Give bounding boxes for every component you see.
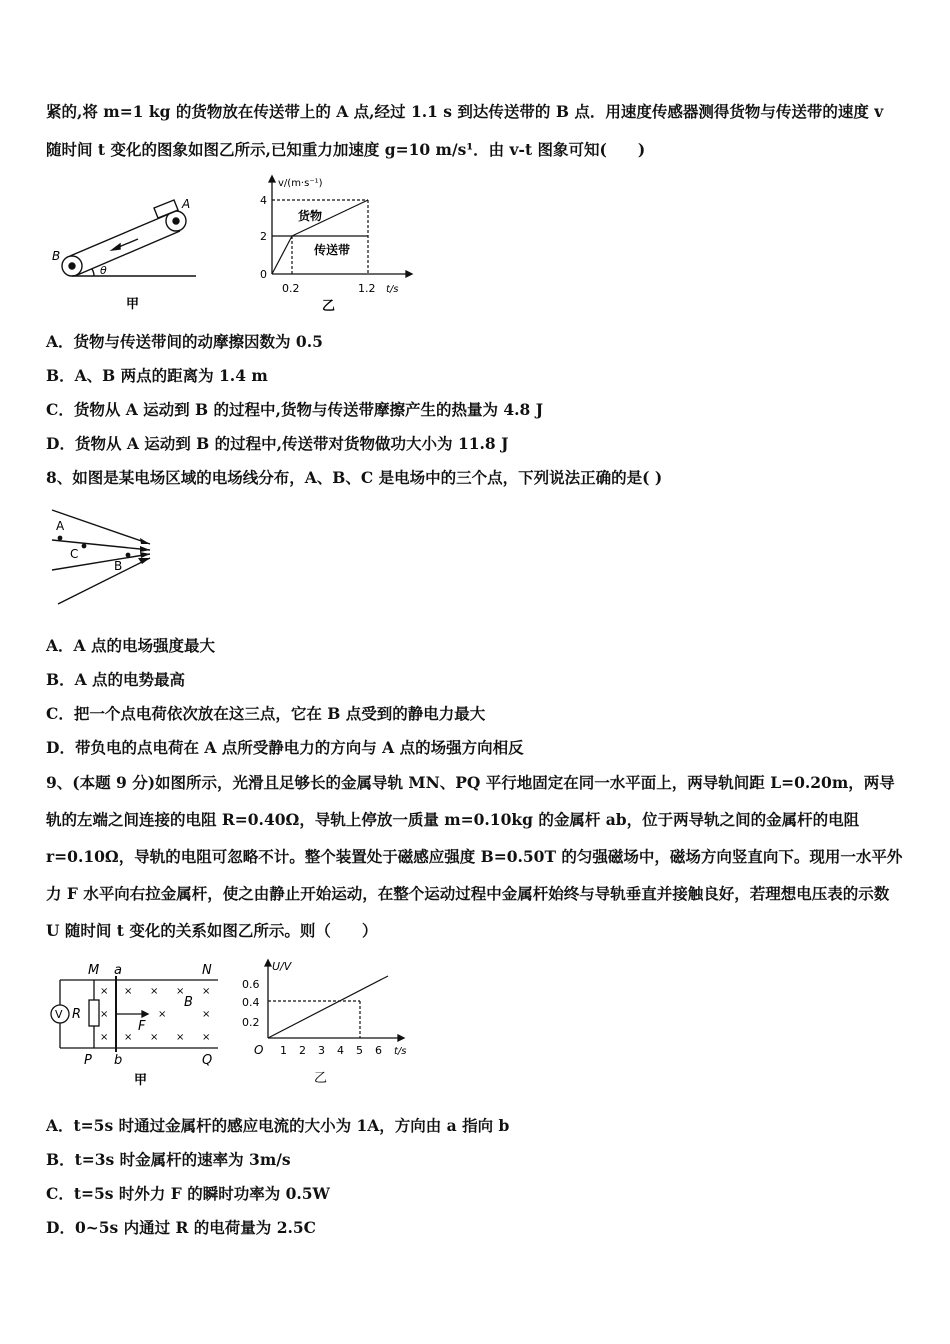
field-arrowheads bbox=[138, 538, 150, 564]
vt-xtick-0-2: 0.2 bbox=[282, 282, 300, 295]
label-m: M bbox=[88, 963, 100, 978]
q9-stem: 9、(本题 9 分)如图所示，光滑且足够长的金属导轨 MN、PQ 平行地固定在同一水平面上，两导轨间距 L=0.20m，两导轨的左端之间连接的电阻 R=0.40Ω，导轨上停放一质量 m=0.10kg 的金属杆 ab，位于两导轨之间的金属杆的电阻 r=0.10Ω，导轨的电阻可忽略不计。整个装置处于磁感应强度 B=0.50T 的匀强磁场中，磁场方向竖直向下。现用一水平外力 F 水平向右拉金属杆，使之由静止开始运动，在整个运动过程中金属杆始终与导轨垂直并接触良好，若理想电压表的示数 U 随时间 t 变化的关系如图乙所示。则（ ） bbox=[46, 773, 903, 940]
ut-ytick-0-6: 0.6 bbox=[242, 978, 260, 991]
cross-6: × bbox=[100, 1009, 109, 1020]
cross-9: × bbox=[100, 1032, 109, 1043]
vt-label-belt: 传送带 bbox=[314, 243, 351, 257]
figure-caption-yi: 乙 bbox=[314, 1071, 328, 1086]
label-a: A bbox=[56, 519, 65, 533]
label-a: a bbox=[114, 963, 122, 978]
vt-ytick-0: 0 bbox=[260, 268, 267, 281]
ut-ytick-0-4: 0.4 bbox=[242, 996, 260, 1009]
label-p: P bbox=[84, 1053, 92, 1068]
q9-option-a: A．t=5s 时通过金属杆的感应电流的大小为 1A，方向由 a 指向 b bbox=[46, 1116, 510, 1135]
label-a: A bbox=[182, 197, 191, 211]
point-c bbox=[82, 544, 87, 549]
label-q: Q bbox=[202, 1053, 213, 1068]
ut-ytick-0-2: 0.2 bbox=[242, 1016, 260, 1029]
ut-graph-line bbox=[268, 976, 388, 1038]
vt-graph bbox=[256, 174, 416, 314]
q7-option-c: C．货物从 A 运动到 B 的过程中,货物与传送带摩擦产生的热量为 4.8 J bbox=[46, 400, 544, 419]
ut-xtick-4: 4 bbox=[337, 1044, 344, 1057]
ut-xtick-1: 1 bbox=[280, 1044, 287, 1057]
figure-caption-yi: 乙 bbox=[322, 299, 336, 314]
q9-option-c: C．t=5s 时外力 F 的瞬时功率为 0.5W bbox=[46, 1184, 330, 1203]
q8-stem: 8、如图是某电场区域的电场线分布，A、B、C 是电场中的三个点，下列说法正确的是( ) bbox=[46, 468, 663, 487]
cross-10: × bbox=[124, 1032, 133, 1043]
label-field-b: B bbox=[184, 995, 193, 1010]
ut-ylabel: U/V bbox=[272, 960, 292, 973]
q7-option-d: D．货物从 A 运动到 B 的过程中,传送带对货物做功大小为 11.8 J bbox=[46, 434, 509, 453]
q8-option-b: B．A 点的电势最高 bbox=[46, 670, 186, 689]
cross-3: × bbox=[150, 986, 159, 997]
label-n: N bbox=[202, 963, 212, 978]
vt-ylabel: v/(m·s⁻¹) bbox=[278, 178, 323, 189]
rail-circuit-figure bbox=[46, 960, 226, 1090]
label-b-rod: b bbox=[114, 1053, 123, 1068]
q8-option-c: C．把一个点电荷依次放在这三点，它在 B 点受到的静电力最大 bbox=[46, 704, 486, 723]
figure-caption-jia: 甲 bbox=[126, 297, 140, 312]
label-f: F bbox=[138, 1019, 146, 1034]
cross-1: × bbox=[100, 986, 109, 997]
vt-xtick-1-2: 1.2 bbox=[358, 282, 376, 295]
ut-xtick-3: 3 bbox=[318, 1044, 325, 1057]
cross-4: × bbox=[176, 986, 185, 997]
cross-13: × bbox=[202, 1032, 211, 1043]
q7-stem-line-1: 紧的,将 m=1 kg 的货物放在传送带上的 A 点,经过 1.1 s 到达传送带的 B 点．用速度传感器测得货物与传送带的速度 v bbox=[46, 102, 884, 121]
ut-origin: O bbox=[254, 1043, 264, 1057]
q7-stem-line-2: 随时间 t 变化的图象如图乙所示,已知重力加速度 g=10 m/s¹．由 v-t 图象可知( ) bbox=[46, 140, 646, 159]
cross-2: × bbox=[124, 986, 133, 997]
conveyor-belt-drawing bbox=[62, 200, 196, 276]
ut-xtick-2: 2 bbox=[299, 1044, 306, 1057]
ut-graph bbox=[238, 956, 418, 1090]
q9-option-d: D．0~5s 内通过 R 的电荷量为 2.5C bbox=[46, 1218, 316, 1237]
field-lines bbox=[52, 510, 150, 604]
label-b: B bbox=[114, 559, 123, 573]
electric-field-figure bbox=[46, 500, 166, 610]
label-r: R bbox=[72, 1007, 82, 1022]
label-theta: θ bbox=[100, 264, 107, 277]
cross-5: × bbox=[202, 986, 211, 997]
cross-11: × bbox=[150, 1032, 159, 1043]
cross-8: × bbox=[202, 1009, 211, 1020]
q8-option-d: D．带负电的点电荷在 A 点所受静电力的方向与 A 点的场强方向相反 bbox=[46, 738, 524, 757]
cross-7: × bbox=[158, 1009, 167, 1020]
q8-option-a: A．A 点的电场强度最大 bbox=[46, 636, 215, 655]
q7-option-a: A．货物与传送带间的动摩擦因数为 0.5 bbox=[46, 332, 323, 351]
conveyor-belt-figure bbox=[46, 196, 206, 316]
ut-xtick-6: 6 bbox=[375, 1044, 382, 1057]
q7-option-b: B．A、B 两点的距离为 1.4 m bbox=[46, 366, 268, 385]
vt-ytick-4: 4 bbox=[260, 194, 267, 207]
label-c: C bbox=[70, 547, 79, 561]
point-a bbox=[58, 536, 63, 541]
label-b: B bbox=[52, 249, 61, 263]
q9-option-b: B．t=3s 时金属杆的速率为 3m/s bbox=[46, 1150, 291, 1169]
ut-xlabel: t/s bbox=[394, 1046, 407, 1057]
vt-label-goods: 货物 bbox=[298, 209, 323, 223]
vt-graph-axes bbox=[269, 176, 412, 277]
vt-xlabel: t/s bbox=[386, 284, 399, 295]
voltmeter-label: V bbox=[55, 1008, 63, 1021]
vt-ytick-2: 2 bbox=[260, 230, 267, 243]
ut-xtick-5: 5 bbox=[356, 1044, 363, 1057]
point-b bbox=[126, 553, 131, 558]
cross-12: × bbox=[176, 1032, 185, 1043]
figure-caption-jia: 甲 bbox=[134, 1073, 148, 1088]
